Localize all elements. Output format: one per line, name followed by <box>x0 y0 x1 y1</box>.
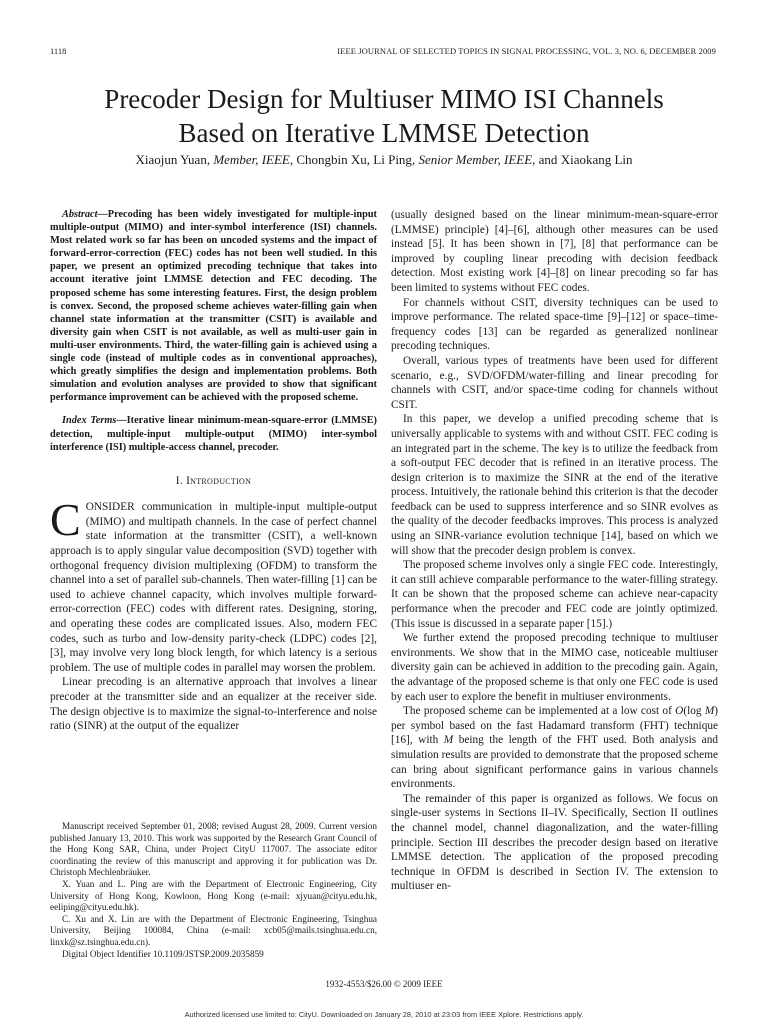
author-list: Xiaojun Yuan, Member, IEEE, Chongbin Xu, Li Ping, Senior Member, IEEE, and Xiaokang Lin <box>135 152 633 167</box>
author-conjunction: and <box>538 152 558 167</box>
abstract <box>50 208 377 404</box>
author-name: Xiaokang Lin <box>560 152 633 167</box>
footnote-manuscript: Manuscript received September 01, 2008; revised August 28, 2009. Current version published January 13, 2010. This work was supported by the Research Grant Council of the Hong Kong SAR, China, under Project CityU 117007. The associate editor coordinating the review of this manuscript and approving it for publication was Dr. Christoph Mechlenbräuker. <box>50 821 377 878</box>
author-name: Li Ping <box>373 152 412 167</box>
body-paragraph <box>391 704 718 792</box>
body-paragraph: Overall, various types of treatments have been used for different scenario, e.g., SVD/OFDM/water-filling and linear precoding for channels with CSIT, and/or space-time coding for channels without CSIT. <box>391 354 718 411</box>
footnotes <box>50 821 377 960</box>
footnote-doi: Digital Object Identifier 10.1109/JSTSP.2009.2035859 <box>62 948 264 959</box>
author-role: Member, IEEE <box>213 152 290 167</box>
math-symbol: O <box>675 705 684 718</box>
author-name: Chongbin Xu <box>296 152 367 167</box>
paper-title-line-1: Precoder Design for Multiuser MIMO ISI Channels <box>104 84 664 114</box>
copyright-line: 1932-4553/$26.00 © 2009 IEEE <box>325 979 443 989</box>
page-number: 1118 <box>50 46 67 56</box>
math-symbol: M <box>704 705 715 718</box>
paper-title-line-2: Based on Iterative LMMSE Detection <box>178 118 590 148</box>
author-name: Xiaojun Yuan <box>135 152 207 167</box>
journal-running-header: IEEE JOURNAL OF SELECTED TOPICS IN SIGNAL PROCESSING, VOL. 3, NO. 6, DECEMBER 2009 <box>337 46 716 56</box>
body-paragraph: The remainder of this paper is organized as follows. We focus on single-user systems in Sections II–IV. Specifically, Section II outlines the channel model, channel diagonalization, and the water-filling principle. Section III describes the precoder design based on iterative LMMSE detection. The application of the proposed precoding technique in OFDM is described in Section IV. The extension to multiuser en- <box>391 792 718 893</box>
paragraph-text: ) per symbol based on the fast Hadamard transform (FHT) technique [16], with <box>391 705 718 747</box>
body-paragraph: The proposed scheme involves only a single FEC code. Interestingly, it can still achieve comparable performance to the water-filling strategy. It can be shown that the proposed scheme can achieve near-capacity performance when the precoder and FEC code are jointly optimized. (This issue is discussed in a separate paper [15].) <box>391 559 718 630</box>
index-terms <box>50 414 377 453</box>
footnote-affiliation: C. Xu and X. Lin are with the Department of Electronic Engineering, Tsinghua University, Beijing 100084, China (e-mail: xcb05@mails.tsinghua.edu.cn, linxk@sz.tsinghua.edu.cn). <box>50 913 377 947</box>
body-paragraph: In this paper, we develop a unified precoding scheme that is universally applicable to systems with and without CSIT. FEC coding is an integrated part in the scheme. The key is to utilize the feedback from a soft-output FEC decoder that is refined in an iterative process. The design criterion is to maximize the SINR at the end of the iterative process. Intuitively, the rationale behind this criterion is that the decoder feedback can be used to suppress interference and so SINR evolves as the quality of the decoder feedbacks improves. This process is analyzed using an SINR-variance evolution technique [14], based on which we will show that the precoder design problem is convex. <box>391 413 718 557</box>
right-column <box>391 208 718 894</box>
paragraph-text: (log <box>683 705 705 718</box>
body-paragraph: For channels without CSIT, diversity techniques can be used to improve performance. The related space-time [9]–[12] or space–time-frequency codes [13] can be regarded as generalized nonlinear precoding techniques. <box>391 296 718 353</box>
math-symbol: M <box>443 734 454 747</box>
body-paragraph: We further extend the proposed precoding technique to multiuser environments. We show that in the MIMO case, noticeable multiuser diversity gain can be achieved in addition to the precoding gain. Again, the advantage of the proposed scheme is that only one FEC code is used by each user to explore the benefit in multiuser environments. <box>391 632 718 703</box>
body-paragraph: (usually designed based on the linear minimum-mean-square-error (LMMSE) principle) [4]–[6], although other measures can be used instead [5]. It has been shown in [7], [8] that performance can be improved by coupling linear precoding with decision feedback detection. Most existing work [4]–[8] on linear precoding so far has been limited to systems without FEC codes. <box>391 209 718 294</box>
index-terms-lead: Index Terms <box>62 415 117 427</box>
section-numeral: I. <box>175 474 183 487</box>
author-role: Senior Member, IEEE <box>418 152 533 167</box>
footnote-affiliation: X. Yuan and L. Ping are with the Department of Electronic Engineering, City University of Hong Kong, Kowloon, Hong Kong (e-mail: xjyuan@cityu.edu.hk, eeliping@cityu.edu.hk). <box>50 878 377 913</box>
paragraph-text: communication in multiple-input multiple-output (MIMO) and multipath channels. In the case of perfect channel state information at the transmitter (CSIT), a well-known approach is to apply singular value decomposition (SVD) together with orthogonal frequency division multiplexing (OFDM) to transform the channel into a set of parallel sub-channels. Then water-filling [1] can be used to achieve channel capacity, which involves multiple forward-error-correction (FEC) codes with different rates. Designing, storing, and operating these codes are complicated issues. Also, modern FEC codes, such as turbo and low-density parity-check (LDPC) codes [2], [3], may involve very long block length, for which latency is a serious problem. The use of multiple codes in parallel may worsen the problem. <box>50 501 377 674</box>
drop-cap: C <box>50 494 81 546</box>
body-paragraph <box>50 494 377 675</box>
abstract-lead: Abstract <box>62 209 98 220</box>
section-heading <box>50 474 377 489</box>
paragraph-text: being the length of the FHT used. Both analysis and simulation results are provided to demonstrate that the proposed scheme can bring about significant performance gains in various channels environments. <box>391 734 718 791</box>
index-terms-text: —Iterative linear minimum-mean-square-error (LMMSE) detection, multiple-input multiple-output (MIMO) inter-symbol interference (ISI) multiple-access channel, precoder. <box>50 415 377 453</box>
paper-title <box>30 82 738 150</box>
section-title: Introduction <box>186 474 252 487</box>
left-body <box>50 494 377 734</box>
drop-cap-word: ONSIDER <box>85 501 135 514</box>
license-notice: Authorized licensed use limited to: CityU. Downloaded on January 28, 2010 at 23:03 from IEEE Xplore. Restrictions apply. <box>184 1010 584 1019</box>
abstract-text: —Precoding has been widely investigated for multiple-input multiple-output (MIMO) and inter-symbol interference (ISI) channels. Most related work so far has been on uncoded systems and the impact of forward-error-correction (FEC) codes has not been well studied. In this paper, we present an optimized precoding technique that takes into account iterative joint LMMSE detection and FEC decoding. The proposed scheme has some interesting features. First, the design problem is convex. Second, the proposed scheme achieves water-filling gain when channel state information at the transmitter (CSIT) is available and diversity gain when CSIT is not available, as well as multi-user gain in multi-user environments. Third, the water-filling gain is achieved using a single code (instead of multiple codes as in conventional approaches), which greatly simplifies the design and implementation problems. Both simulation and evolution analyses are provided to show that significant performance improvement can be achieved with the proposed scheme. <box>50 209 377 404</box>
body-paragraph: Linear precoding is an alternative approach that involves a linear precoder at the transmitter side and an equalizer at the receiver side. The design objective is to maximize the signal-to-interference and noise ratio (SINR) at the output of the equalizer <box>50 676 377 733</box>
paragraph-text: The proposed scheme can be implemented at a low cost of <box>403 705 676 718</box>
left-column <box>50 208 377 734</box>
